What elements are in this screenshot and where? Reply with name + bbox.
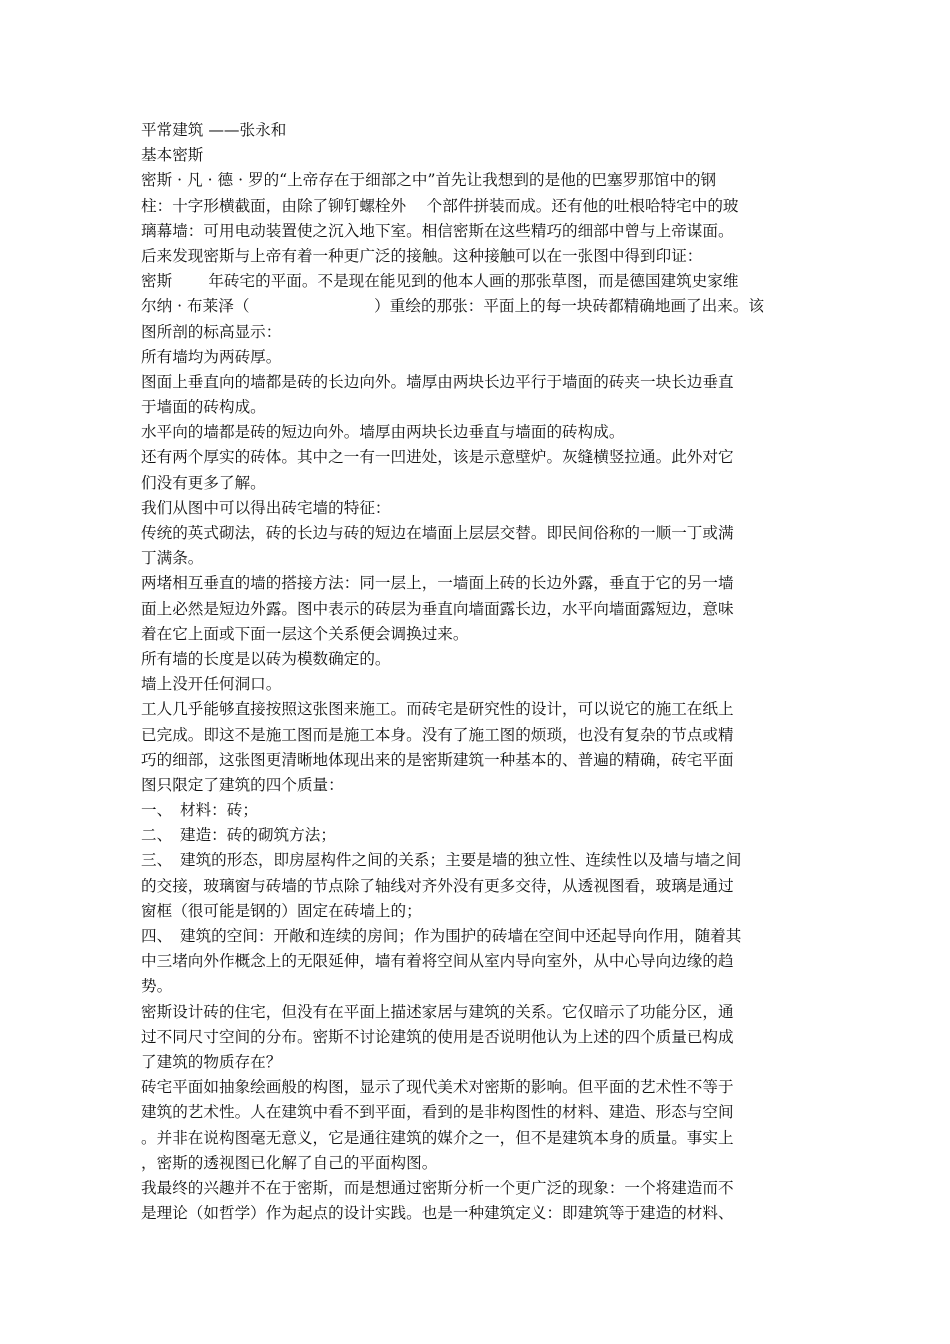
text-line: 于墙面的砖构成。 [141, 398, 266, 417]
text-line: 面上必然是短边外露。图中表示的砖层为垂直向墙面露长边，水平向墙面露短边，意味 [141, 599, 734, 618]
text-line: 密斯设计砖的住宅，但没有在平面上描述家居与建筑的关系。它仅暗示了功能分区，通 [141, 1002, 734, 1021]
document-body [141, 118, 796, 1226]
paragraph-lines [141, 168, 796, 1226]
text-line: 中三堵向外作概念上的无限延伸，墙有着将空间从室内导向室外，从中心导向边缘的趋 [141, 952, 734, 971]
text-line: 尔纳 · 布莱泽（ ）重绘的那张：平面上的每一块砖都精确地画了出来。该 [141, 297, 765, 316]
text-line: 三、 建筑的形态，即房屋构件之间的关系；主要是墙的独立性、连续性以及墙与墙之间 [141, 851, 742, 870]
text-line: 图只限定了建筑的四个质量： [141, 775, 344, 794]
text-line: 密斯 年砖宅的平面。不是现在能见到的他本人画的那张草图，而是德国建筑史家维 [141, 272, 739, 291]
text-line: 图所剖的标高显示： [141, 322, 282, 341]
text-line: 建筑的艺术性。人在建筑中看不到平面，看到的是非构图性的材料、建造、形态与空间 [141, 1103, 734, 1122]
text-line: 丁满条。 [141, 549, 204, 568]
document-title: 平常建筑 ——张永和 [141, 121, 287, 139]
text-line: 我们从图中可以得出砖宅墙的特征： [141, 498, 391, 517]
text-line: 所有墙的长度是以砖为模数确定的。 [141, 649, 391, 668]
text-line: 璃幕墙：可用电动装置使之沉入地下室。相信密斯在这些精巧的细部中曾与上帝谋面。 [141, 221, 734, 240]
text-line: 。并非在说构图毫无意义，它是通往建筑的媒介之一，但不是建筑本身的质量。事实上 [141, 1128, 734, 1147]
text-line: 我最终的兴趣并不在于密斯，而是想通过密斯分析一个更广泛的现象：一个将建造而不 [141, 1178, 734, 1197]
section-heading: 基本密斯 [141, 146, 204, 165]
text-line: ，密斯的透视图已化解了自己的平面构图。 [141, 1153, 438, 1172]
text-line: 了建筑的物质存在？ [141, 1052, 282, 1071]
text-line: 势。 [141, 977, 173, 996]
text-line: 后来发现密斯与上帝有着一种更广泛的接触。这种接触可以在一张图中得到印证： [141, 246, 703, 265]
text-line: 窗框（很可能是钢的）固定在砖墙上的； [141, 901, 422, 920]
text-line: 水平向的墙都是砖的短边向外。墙厚由两块长边垂直与墙面的砖构成。 [141, 423, 625, 442]
text-line: 柱：十字形横截面，由除了铆钉螺栓外 个部件拼装而成。还有他的吐根哈特宅中的玻 [141, 196, 739, 215]
text-line: 已完成。即这不是施工图而是施工本身。没有了施工图的烦琐，也没有复杂的节点或精 [141, 725, 734, 744]
text-line: 的交接，玻璃窗与砖墙的节点除了轴线对齐外没有更多交待，从透视图看，玻璃是通过 [141, 876, 734, 895]
text-line: 图面上垂直向的墙都是砖的长边向外。墙厚由两块长边平行于墙面的砖夹一块长边垂直 [141, 372, 734, 391]
text-line: 所有墙均为两砖厚。 [141, 347, 282, 366]
text-line: 四、 建筑的空间：开敞和连续的房间；作为围护的砖墙在空间中还起导向作用，随着其 [141, 927, 742, 945]
text-line: 是理论（如哲学）作为起点的设计实践。也是一种建筑定义：即建筑等于建造的材料、 [141, 1204, 734, 1223]
text-line: 砖宅平面如抽象绘画般的构图，显示了现代美术对密斯的影响。但平面的艺术性不等于 [141, 1078, 734, 1097]
text-line: 两堵相互垂直的墙的搭接方法：同一层上，一墙面上砖的长边外露，垂直于它的另一墙 [141, 574, 734, 593]
text-line: 工人几乎能够直接按照这张图来施工。而砖宅是研究性的设计，可以说它的施工在纸上 [141, 700, 734, 719]
text-line: 密斯 · 凡 · 德 · 罗的“上帝存在于细部之中”首先让我想到的是他的巴塞罗那馆中的钢 [141, 171, 717, 190]
text-line: 传统的英式砌法，砖的长边与砖的短边在墙面上层层交替。即民间俗称的一顺一丁或满 [141, 524, 734, 542]
text-line: 二、 建造：砖的砌筑方法； [141, 826, 336, 845]
text-line: 过不同尺寸空间的分布。密斯不讨论建筑的使用是否说明他认为上述的四个质量已构成 [141, 1027, 734, 1046]
text-line: 们没有更多了解。 [141, 473, 266, 492]
text-line: 一、 材料：砖； [141, 801, 258, 820]
text-line: 着在它上面或下面一层这个关系便会调换过来。 [141, 624, 469, 643]
text-line: 还有两个厚实的砖体。其中之一有一凹进处，该是示意壁炉。灰缝横竖拉通。此外对它 [141, 448, 734, 467]
text-line: 巧的细部，这张图更清晰地体现出来的是密斯建筑一种基本的、普遍的精确，砖宅平面 [141, 750, 734, 769]
text-line: 墙上没开任何洞口。 [141, 675, 282, 694]
